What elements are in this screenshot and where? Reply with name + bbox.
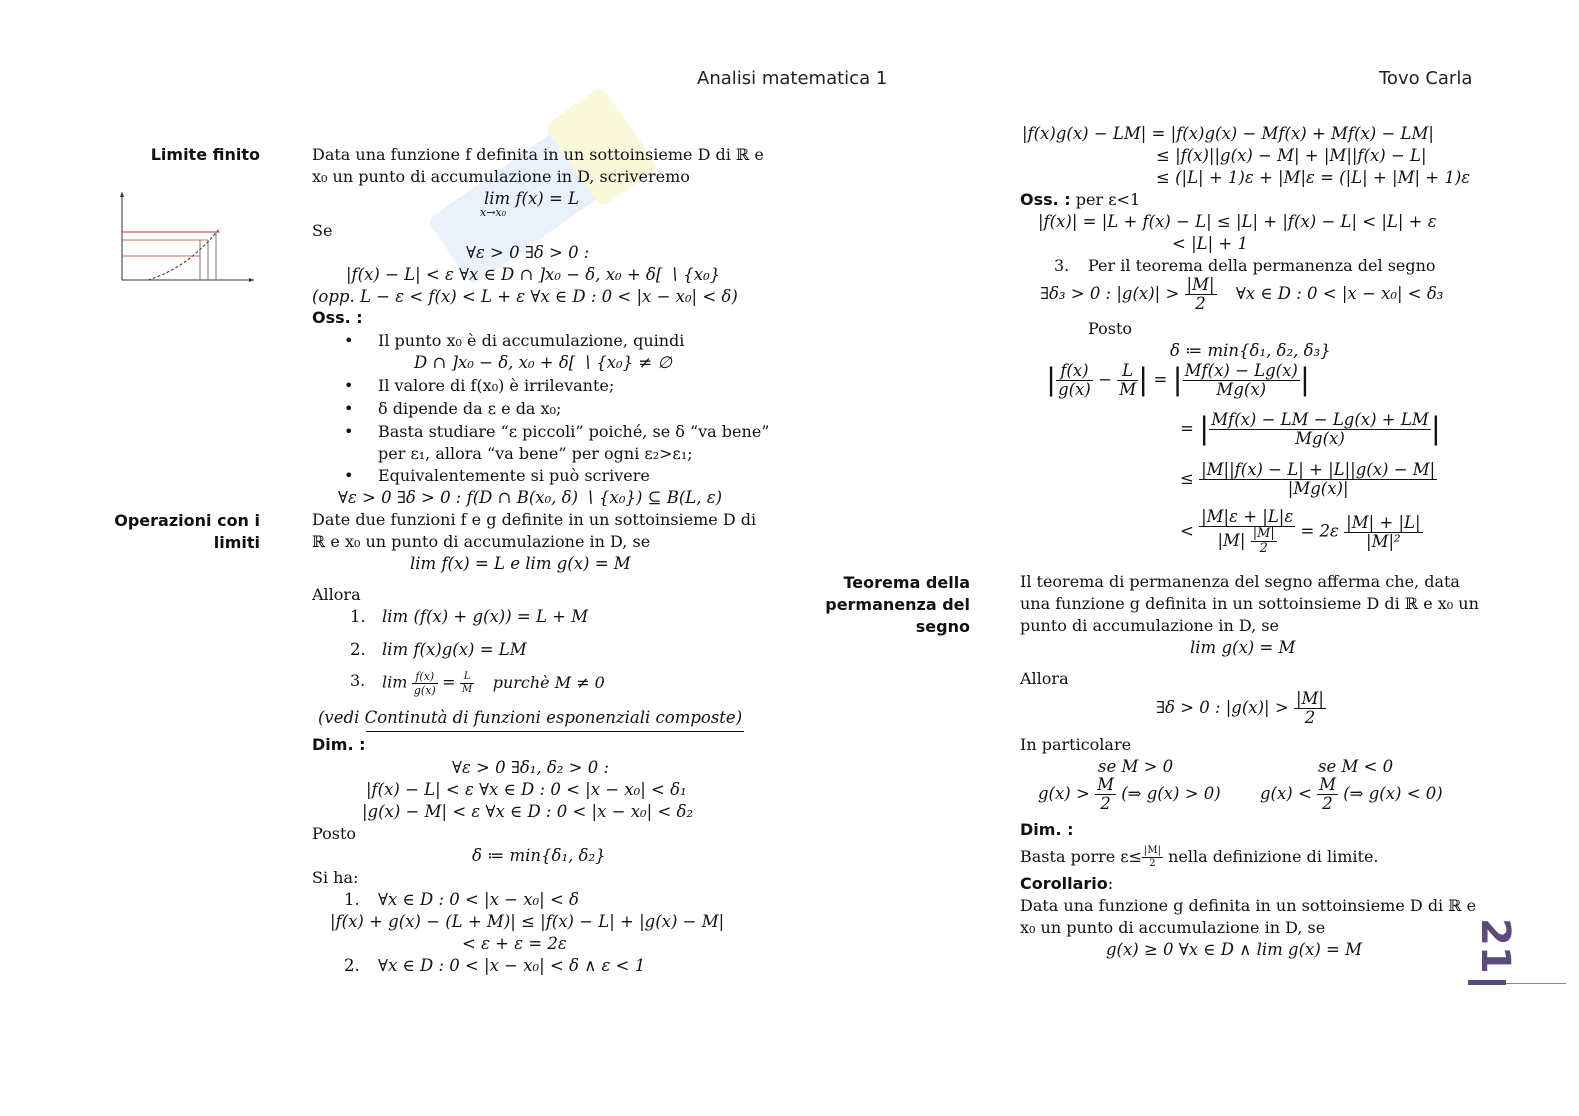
equation: |f(x)| = |L + f(x) − L| ≤ |L| + |f(x) − L| < |L| + ε <box>1038 212 1437 231</box>
list-item: • Il punto x₀ è di accumulazione, quindi <box>378 330 684 352</box>
corollario-heading: Corollario: <box>1020 874 1114 893</box>
oss-heading: Oss. : <box>312 308 363 327</box>
equation: = | $\frac{Mf(x) - LM - Lg(x) + LM}{Mg(x)}$ | <box>1180 410 1441 448</box>
equation: δ ≔ min{δ₁, δ₂} <box>472 846 606 865</box>
equation: δ ≔ min{δ₁, δ₂, δ₃} <box>1170 341 1331 360</box>
equation: lim g(x) = M <box>1190 638 1296 657</box>
equation: |f(x) + g(x) − (L + M)| ≤ |f(x) − L| + |g(x) − M| <box>330 912 725 931</box>
case-label: se M < 0 <box>1318 757 1394 776</box>
text-line: Data una funzione f definita in un sottoinsieme D di ℝ e <box>312 145 764 164</box>
oss-line: Oss. : per ε<1 <box>1020 190 1141 209</box>
equation: |f(x)g(x) − LM| = |f(x)g(x) − Mf(x) + Mf(x) − LM| <box>1022 124 1434 143</box>
equation: g(x) ≥ 0 ∀x ∈ D ∧ lim g(x) = M <box>1106 940 1362 959</box>
text-line: Il teorema di permanenza del segno afferma che, data <box>1020 572 1460 591</box>
list-item: • Il valore di f(x₀) è irrilevante; <box>378 375 614 397</box>
equation: ∀ε > 0 ∃δ₁, δ₂ > 0 : <box>452 758 610 777</box>
equation: ∀ε > 0 ∃δ > 0 : f(D ∩ B(x₀, δ) ∖ {x₀}) ⊆ B(L, ε) <box>338 488 723 507</box>
equation: < |M|ε + |L|ε |M| $\frac{|M|}{2}$ = 2ε $\frac{|M| + |L|}{\text{|M|²}}$ <box>1180 507 1421 556</box>
text-line: ℝ e x₀ un punto di accumulazione in D, se <box>312 532 651 551</box>
numbered-item: 1. lim (f(x) + g(x)) = L + M <box>350 607 589 626</box>
text-line: Posto <box>1088 319 1133 338</box>
equation: ≤ $\frac{|M||f(x) - L| + |L||g(x) - M|}{|Mg(x)|}$ <box>1180 460 1436 498</box>
equation: lim f(x) = L <box>484 189 580 208</box>
equation: |g(x) − M| < ε ∀x ∈ D : 0 < |x − x₀| < δ₂ <box>362 802 694 821</box>
numbered-item: 1. ∀x ∈ D : 0 < |x − x₀| < δ <box>344 890 579 909</box>
text-line: x₀ un punto di accumulazione in D, se <box>1020 918 1326 937</box>
sidebar-limite-finito: Limite finito <box>150 145 260 164</box>
numbered-item: 2. ∀x ∈ D : 0 < |x − x₀| < δ ∧ ε < 1 <box>344 956 646 975</box>
equation: ≤ |f(x)||g(x) − M| + |M||f(x) − L| <box>1156 146 1427 165</box>
equation: ∃δ > 0 : |g(x)| > $\frac{|M|}{2}$ <box>1156 689 1324 727</box>
numbered-item: 2. lim f(x)g(x) = LM <box>350 640 527 659</box>
equation: (opp. L − ε < f(x) < L + ε ∀x ∈ D : 0 < |x − x₀| < δ) <box>312 287 738 306</box>
page-rule <box>1506 983 1566 984</box>
text-line: Date due funzioni f e g definite in un sottoinsieme D di <box>312 510 757 529</box>
list-item-cont: per ε₁, allora “va bene” per ogni ε₂>ε₁; <box>378 444 693 463</box>
equation: D ∩ ]x₀ − δ, x₀ + δ[ ∖ {x₀} ≠ ∅ <box>414 353 672 372</box>
page-number: 21 <box>1472 918 1518 974</box>
equation: |f(x) − L| < ε ∀x ∈ D : 0 < |x − x₀| < δ₁ <box>366 780 687 799</box>
list-item: • Equivalentemente si può scrivere <box>378 465 650 487</box>
equation: ∀ε > 0 ∃δ > 0 : <box>466 243 590 262</box>
dim-heading: Dim. : <box>312 735 366 754</box>
case-label: se M > 0 <box>1098 757 1174 776</box>
equation: ≤ (|L| + 1)ε + |M|ε = (|L| + |M| + 1)ε <box>1156 168 1471 187</box>
sidebar-operazioni: Operazioni con i limiti <box>114 511 260 552</box>
list-item: • Basta studiare “ε piccoli” poiché, se δ “va bene” <box>378 421 769 443</box>
equation: g(x) > $\frac{M}{2}$ (⇒ g(x) > 0) <box>1038 775 1221 813</box>
equation: lim f(x) = L e lim g(x) = M <box>410 554 631 573</box>
text-line: Allora <box>1020 669 1069 688</box>
text-line: Allora <box>312 585 361 604</box>
text-line: Si ha: <box>312 868 359 887</box>
text-line: Data una funzione g definita in un sottoinsieme D di ℝ e <box>1020 896 1477 915</box>
numbered-item: 3. Per il teorema della permanenza del segno <box>1054 256 1436 275</box>
text-line: Posto <box>312 824 357 843</box>
limit-subscript: x→x₀ <box>480 206 507 219</box>
underline <box>366 731 744 732</box>
equation: ∃δ₃ > 0 : |g(x)| > $\frac{|M|}{2}$ ∀x ∈ D : 0 < |x − x₀| < δ₃ <box>1040 275 1444 313</box>
text-line: Basta porre ε≤ $\frac{|M|}{2}$ nella definizione di limite. <box>1020 845 1379 869</box>
header-author: Tovo Carla <box>1379 68 1473 89</box>
equation: | $\frac{f(x)}{g(x)}$ − $\frac{L}{M}$ | = | $\frac{Mf(x) - Lg(x)}{Mg(x)}$ | <box>1046 361 1310 399</box>
equation: < ε + ε = 2ε <box>462 934 567 953</box>
equation: < |L| + 1 <box>1172 234 1248 253</box>
limit-graph <box>108 188 258 293</box>
text-line: punto di accumulazione in D, se <box>1020 616 1279 635</box>
sidebar-teorema: Teorema della permanenza del segno <box>825 573 970 636</box>
numbered-item: 3. lim $\frac{f(x)}{g(x)}$ = $\frac{L}{M}$ purchè M ≠ 0 <box>350 670 605 697</box>
list-item: • δ dipende da ε e da x₀; <box>378 398 561 420</box>
text-line: Se <box>312 221 333 240</box>
header-title: Analisi matematica 1 <box>697 68 888 89</box>
text-line: x₀ un punto di accumulazione in D, scriveremo <box>312 167 690 186</box>
equation: g(x) < $\frac{M}{2}$ (⇒ g(x) < 0) <box>1260 775 1443 813</box>
page-bar <box>1468 980 1506 985</box>
dim-heading: Dim. : <box>1020 820 1074 839</box>
see-also-note: (vedi Continutà di funzioni esponenziali composte) <box>318 708 743 727</box>
text-line: In particolare <box>1020 735 1132 754</box>
text-line: una funzione g definita in un sottoinsieme D di ℝ e x₀ un <box>1020 594 1479 613</box>
equation: |f(x) − L| < ε ∀x ∈ D ∩ ]x₀ − δ, x₀ + δ[ ∖ {x₀} <box>346 265 721 284</box>
